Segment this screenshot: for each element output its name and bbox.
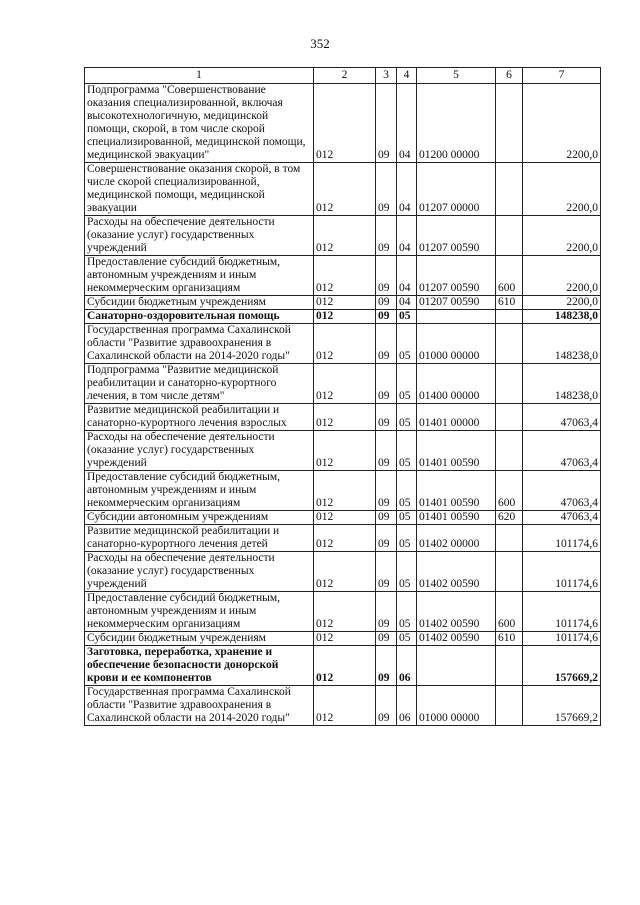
cell-expense-type: 610 xyxy=(496,632,523,646)
cell-amount: 148238,0 xyxy=(523,324,601,364)
cell-ministry: 012 xyxy=(314,84,376,163)
header-col-7: 7 xyxy=(523,68,601,84)
cell-subsection: 04 xyxy=(397,296,417,310)
table-header-row xyxy=(85,68,601,84)
cell-name: Подпрограмма "Развитие медицинской реабилитации и санаторно-курортного лечения, в том числе детям" xyxy=(85,364,314,404)
cell-subsection: 04 xyxy=(397,163,417,216)
cell-target: 01207 00590 xyxy=(417,216,496,256)
cell-expense-type xyxy=(496,216,523,256)
header-col-5: 5 xyxy=(417,68,496,84)
page-number: 352 xyxy=(310,36,330,51)
cell-expense-type: 600 xyxy=(496,592,523,632)
table-row xyxy=(85,324,601,364)
cell-subsection: 06 xyxy=(397,646,417,686)
cell-subsection: 04 xyxy=(397,216,417,256)
cell-amount: 101174,6 xyxy=(523,552,601,592)
cell-ministry: 012 xyxy=(314,163,376,216)
cell-target: 01402 00000 xyxy=(417,525,496,552)
cell-subsection: 05 xyxy=(397,592,417,632)
cell-section: 09 xyxy=(376,686,397,726)
cell-section: 09 xyxy=(376,404,397,431)
cell-name: Расходы на обеспечение деятельности (оказание услуг) государственных учреждений xyxy=(85,216,314,256)
cell-ministry: 012 xyxy=(314,216,376,256)
cell-target: 01000 00000 xyxy=(417,324,496,364)
cell-target: 01401 00000 xyxy=(417,404,496,431)
cell-amount: 157669,2 xyxy=(523,686,601,726)
cell-expense-type xyxy=(496,404,523,431)
table-row xyxy=(85,256,601,296)
cell-ministry: 012 xyxy=(314,296,376,310)
cell-amount: 101174,6 xyxy=(523,632,601,646)
cell-subsection: 05 xyxy=(397,364,417,404)
cell-name: Развитие медицинской реабилитации и санаторно-курортного лечения детей xyxy=(85,525,314,552)
cell-expense-type xyxy=(496,646,523,686)
table-row xyxy=(85,163,601,216)
cell-target: 01401 00590 xyxy=(417,431,496,471)
cell-expense-type xyxy=(496,324,523,364)
table-row xyxy=(85,404,601,431)
cell-subsection: 05 xyxy=(397,511,417,525)
cell-target: 01400 00000 xyxy=(417,364,496,404)
cell-ministry: 012 xyxy=(314,552,376,592)
cell-target: 01401 00590 xyxy=(417,511,496,525)
cell-ministry: 012 xyxy=(314,686,376,726)
cell-section: 09 xyxy=(376,632,397,646)
cell-section: 09 xyxy=(376,296,397,310)
cell-target: 01402 00590 xyxy=(417,632,496,646)
cell-target xyxy=(417,646,496,686)
cell-ministry: 012 xyxy=(314,632,376,646)
cell-section: 09 xyxy=(376,84,397,163)
cell-name: Субсидии бюджетным учреждениям xyxy=(85,296,314,310)
cell-section: 09 xyxy=(376,431,397,471)
cell-subsection: 04 xyxy=(397,256,417,296)
cell-name: Совершенствование оказания скорой, в том числе скорой специализированной, медицинской помощи, медицинской эвакуации xyxy=(85,163,314,216)
cell-name: Предоставление субсидий бюджетным, автономным учреждениям и иным некоммерческим организациям xyxy=(85,256,314,296)
table-row xyxy=(85,364,601,404)
cell-amount: 2200,0 xyxy=(523,163,601,216)
cell-amount: 47063,4 xyxy=(523,404,601,431)
header-col-1: 1 xyxy=(85,68,314,84)
table-row xyxy=(85,216,601,256)
cell-subsection: 05 xyxy=(397,525,417,552)
table-row xyxy=(85,552,601,592)
cell-expense-type: 610 xyxy=(496,296,523,310)
cell-amount: 47063,4 xyxy=(523,431,601,471)
header-col-6: 6 xyxy=(496,68,523,84)
cell-section: 09 xyxy=(376,471,397,511)
cell-name: Государственная программа Сахалинской области "Развитие здравоохранения в Сахалинской области на 2014-2020 годы" xyxy=(85,686,314,726)
cell-target: 01402 00590 xyxy=(417,592,496,632)
cell-amount: 101174,6 xyxy=(523,525,601,552)
cell-name: Государственная программа Сахалинской области "Развитие здравоохранения в Сахалинской области на 2014-2020 годы" xyxy=(85,324,314,364)
cell-ministry: 012 xyxy=(314,511,376,525)
table-row xyxy=(85,511,601,525)
cell-target: 01200 00000 xyxy=(417,84,496,163)
cell-expense-type: 600 xyxy=(496,471,523,511)
cell-expense-type xyxy=(496,431,523,471)
cell-amount: 148238,0 xyxy=(523,364,601,404)
cell-amount: 148238,0 xyxy=(523,310,601,324)
cell-ministry: 012 xyxy=(314,592,376,632)
cell-subsection: 05 xyxy=(397,310,417,324)
header-col-2: 2 xyxy=(314,68,376,84)
table-row xyxy=(85,310,601,324)
header-col-4: 4 xyxy=(397,68,417,84)
cell-name: Субсидии бюджетным учреждениям xyxy=(85,632,314,646)
cell-section: 09 xyxy=(376,324,397,364)
cell-expense-type xyxy=(496,552,523,592)
table-row xyxy=(85,296,601,310)
cell-expense-type: 620 xyxy=(496,511,523,525)
cell-amount: 2200,0 xyxy=(523,84,601,163)
cell-subsection: 05 xyxy=(397,632,417,646)
cell-expense-type xyxy=(496,163,523,216)
table-row xyxy=(85,525,601,552)
cell-name: Расходы на обеспечение деятельности (оказание услуг) государственных учреждений xyxy=(85,431,314,471)
cell-target: 01402 00590 xyxy=(417,552,496,592)
cell-subsection: 04 xyxy=(397,84,417,163)
cell-ministry: 012 xyxy=(314,404,376,431)
cell-subsection: 05 xyxy=(397,324,417,364)
cell-ministry: 012 xyxy=(314,256,376,296)
cell-ministry: 012 xyxy=(314,324,376,364)
cell-name: Субсидии автономным учреждениям xyxy=(85,511,314,525)
cell-section: 09 xyxy=(376,592,397,632)
table-row xyxy=(85,632,601,646)
cell-section: 09 xyxy=(376,552,397,592)
cell-section: 09 xyxy=(376,216,397,256)
cell-ministry: 012 xyxy=(314,431,376,471)
cell-target: 01207 00590 xyxy=(417,256,496,296)
cell-name: Предоставление субсидий бюджетным, автономным учреждениям и иным некоммерческим организациям xyxy=(85,592,314,632)
cell-name: Предоставление субсидий бюджетным, автономным учреждениям и иным некоммерческим организациям xyxy=(85,471,314,511)
cell-amount: 157669,2 xyxy=(523,646,601,686)
table-row xyxy=(85,646,601,686)
cell-amount: 47063,4 xyxy=(523,511,601,525)
cell-name: Санаторно-оздоровительная помощь xyxy=(85,310,314,324)
table-row xyxy=(85,592,601,632)
cell-expense-type xyxy=(496,686,523,726)
cell-subsection: 05 xyxy=(397,431,417,471)
table-row xyxy=(85,84,601,163)
cell-amount: 2200,0 xyxy=(523,296,601,310)
cell-expense-type xyxy=(496,525,523,552)
cell-section: 09 xyxy=(376,364,397,404)
cell-amount: 2200,0 xyxy=(523,256,601,296)
cell-section: 09 xyxy=(376,646,397,686)
cell-subsection: 05 xyxy=(397,471,417,511)
cell-amount: 2200,0 xyxy=(523,216,601,256)
table-row xyxy=(85,471,601,511)
table-row xyxy=(85,431,601,471)
cell-section: 09 xyxy=(376,310,397,324)
cell-ministry: 012 xyxy=(314,646,376,686)
cell-target: 01401 00590 xyxy=(417,471,496,511)
cell-name: Развитие медицинской реабилитации и санаторно-курортного лечения взрослых xyxy=(85,404,314,431)
cell-subsection: 05 xyxy=(397,552,417,592)
cell-target xyxy=(417,310,496,324)
cell-amount: 101174,6 xyxy=(523,592,601,632)
cell-ministry: 012 xyxy=(314,310,376,324)
cell-expense-type: 600 xyxy=(496,256,523,296)
cell-subsection: 06 xyxy=(397,686,417,726)
table-row xyxy=(85,686,601,726)
cell-ministry: 012 xyxy=(314,364,376,404)
cell-name: Подпрограмма "Совершенствование оказания специализированной, включая высокотехнологичную, медицинской помощи, скорой, в том числе скорой специализированной, медицинской помощи, медицинской эвакуации" xyxy=(85,84,314,163)
cell-section: 09 xyxy=(376,525,397,552)
cell-target: 01000 00000 xyxy=(417,686,496,726)
budget-table xyxy=(84,67,601,726)
cell-target: 01207 00590 xyxy=(417,296,496,310)
cell-subsection: 05 xyxy=(397,404,417,431)
cell-target: 01207 00000 xyxy=(417,163,496,216)
header-col-3: 3 xyxy=(376,68,397,84)
cell-expense-type xyxy=(496,84,523,163)
cell-name: Расходы на обеспечение деятельности (оказание услуг) государственных учреждений xyxy=(85,552,314,592)
cell-amount: 47063,4 xyxy=(523,471,601,511)
cell-section: 09 xyxy=(376,163,397,216)
cell-name: Заготовка, переработка, хранение и обеспечение безопасности донорской крови и ее компонентов xyxy=(85,646,314,686)
cell-section: 09 xyxy=(376,256,397,296)
cell-expense-type xyxy=(496,310,523,324)
cell-ministry: 012 xyxy=(314,525,376,552)
cell-ministry: 012 xyxy=(314,471,376,511)
cell-expense-type xyxy=(496,364,523,404)
cell-section: 09 xyxy=(376,511,397,525)
